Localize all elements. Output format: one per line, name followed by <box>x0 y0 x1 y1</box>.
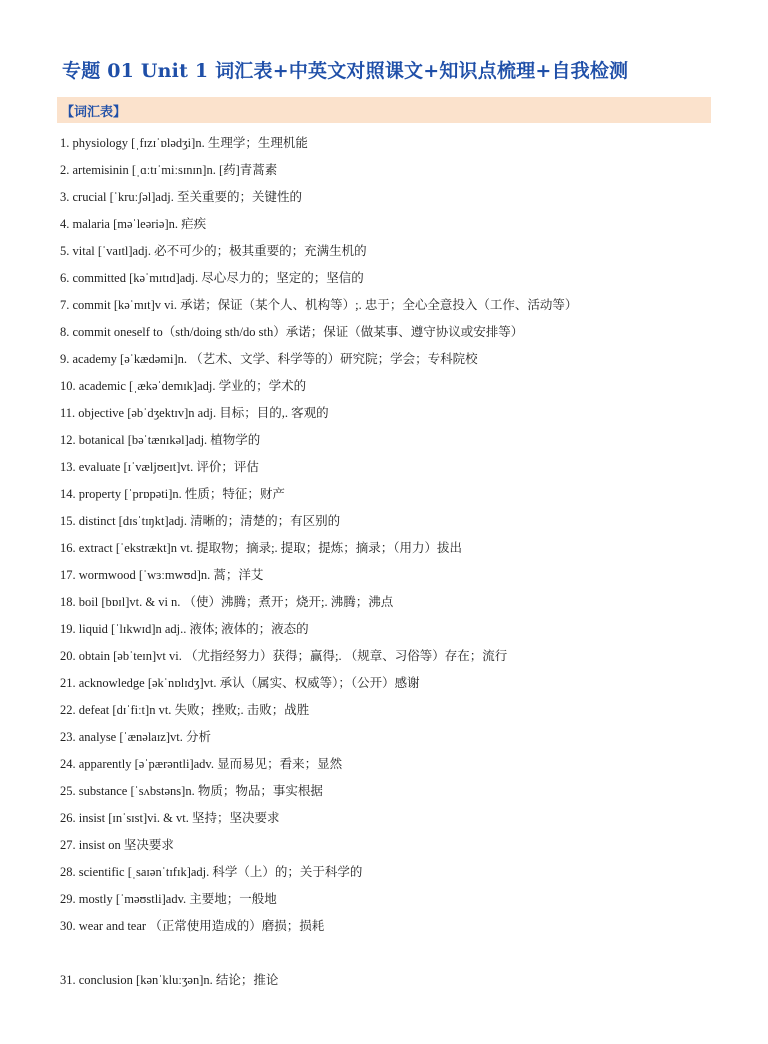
vocab-item-1: 1. physiology [ˌfɪzɪˈɒlədʒi]n. 生理学；生理机能 <box>60 136 308 150</box>
document-title: 专题 01 Unit 1 词汇表+中英文对照课文+知识点梳理+自我检测 <box>62 60 629 82</box>
vocab-item-29: 29. mostly [ˈməʊstli]adv. 主要地；一般地 <box>60 892 277 906</box>
vocab-item-17: 17. wormwood [ˈwɜːmwʊd]n. 蒿；洋艾 <box>60 568 264 582</box>
vocab-item-22: 22. defeat [dɪˈfiːt]n vt. 失败；挫败;. 击败；战胜 <box>60 703 310 717</box>
vocab-item-20: 20. obtain [əbˈteɪn]vt vi. （尤指经努力）获得；赢得;. （规章、习俗等）存在；流行 <box>60 649 508 663</box>
vocab-item-6: 6. committed [kəˈmɪtɪd]adj. 尽心尽力的；坚定的；坚信的 <box>60 271 364 285</box>
vocab-item-27: 27. insist on 坚决要求 <box>60 838 174 852</box>
section-header-bar <box>57 97 711 123</box>
vocab-item-26: 26. insist [ɪnˈsɪst]vi. & vt. 坚持；坚决要求 <box>60 811 280 825</box>
vocab-item-3: 3. crucial [ˈkruːʃəl]adj. 至关重要的；关键性的 <box>60 190 302 204</box>
vocab-item-4: 4. malaria [məˈleəriə]n. 疟疾 <box>60 217 207 231</box>
vocab-item-23: 23. analyse [ˈænəlaɪz]vt. 分析 <box>60 730 211 744</box>
vocab-item-7: 7. commit [kəˈmɪt]v vi. 承诺；保证（某个人、机构等）;. 忠于；全心全意投入（工作、活动等） <box>60 298 578 312</box>
vocab-item-13: 13. evaluate [ɪˈvæljʊeɪt]vt. 评价；评估 <box>60 460 259 474</box>
vocab-item-19: 19. liquid [ˈlɪkwɪd]n adj.. 液体; 液体的；液态的 <box>60 622 309 636</box>
vocab-item-10: 10. academic [ˌækəˈdemɪk]adj. 学业的；学术的 <box>60 379 307 393</box>
vocab-item-2: 2. artemisinin [ˌɑːtɪˈmiːsɪnɪn]n. [药]青蒿素 <box>60 163 278 177</box>
section-label: 【词汇表】 <box>61 105 127 120</box>
vocab-item-11: 11. objective [əbˈdʒektɪv]n adj. 目标；目的,. 客观的 <box>60 406 329 420</box>
vocab-item-15: 15. distinct [dɪsˈtɪŋkt]adj. 清晰的；清楚的；有区别的 <box>60 514 341 528</box>
vocab-item-16: 16. extract [ˈekstrækt]n vt. 提取物；摘录;. 提取；提炼；摘录；（用力）拔出 <box>60 541 463 555</box>
vocab-item-24: 24. apparently [əˈpærəntli]adv. 显而易见；看来；显然 <box>60 757 343 771</box>
vocab-item-9: 9. academy [əˈkædəmi]n. （艺术、文学、科学等的）研究院；学会；专科院校 <box>60 352 478 366</box>
vocab-item-8: 8. commit oneself to（sth/doing sth/do sth）承诺；保证（做某事、遵守协议或安排等） <box>60 325 524 339</box>
vocab-item-14: 14. property [ˈprɒpəti]n. 性质；特征；财产 <box>60 487 285 501</box>
vocab-item-5: 5. vital [ˈvaɪtl]adj. 必不可少的；极其重要的；充满生机的 <box>60 244 367 258</box>
vocab-item-30: 30. wear and tear （正常使用造成的）磨损；损耗 <box>60 919 325 933</box>
vocab-item-18: 18. boil [bɒɪl]vt. & vi n. （使）沸腾；煮开；烧开;. 沸腾；沸点 <box>60 595 394 609</box>
vocab-item-31: 31. conclusion [kənˈkluːʒən]n. 结论；推论 <box>60 973 279 987</box>
vocab-item-25: 25. substance [ˈsʌbstəns]n. 物质；物品；事实根据 <box>60 784 323 798</box>
vocab-item-21: 21. acknowledge [əkˈnɒlɪdʒ]vt. 承认（属实、权威等）；（公开）感谢 <box>60 676 420 690</box>
vocab-item-12: 12. botanical [bəˈtænɪkəl]adj. 植物学的 <box>60 433 261 447</box>
vocabulary-list <box>60 130 720 994</box>
vocab-item-28: 28. scientific [ˌsaɪənˈtɪfɪk]adj. 科学（上）的；关于科学的 <box>60 865 363 879</box>
